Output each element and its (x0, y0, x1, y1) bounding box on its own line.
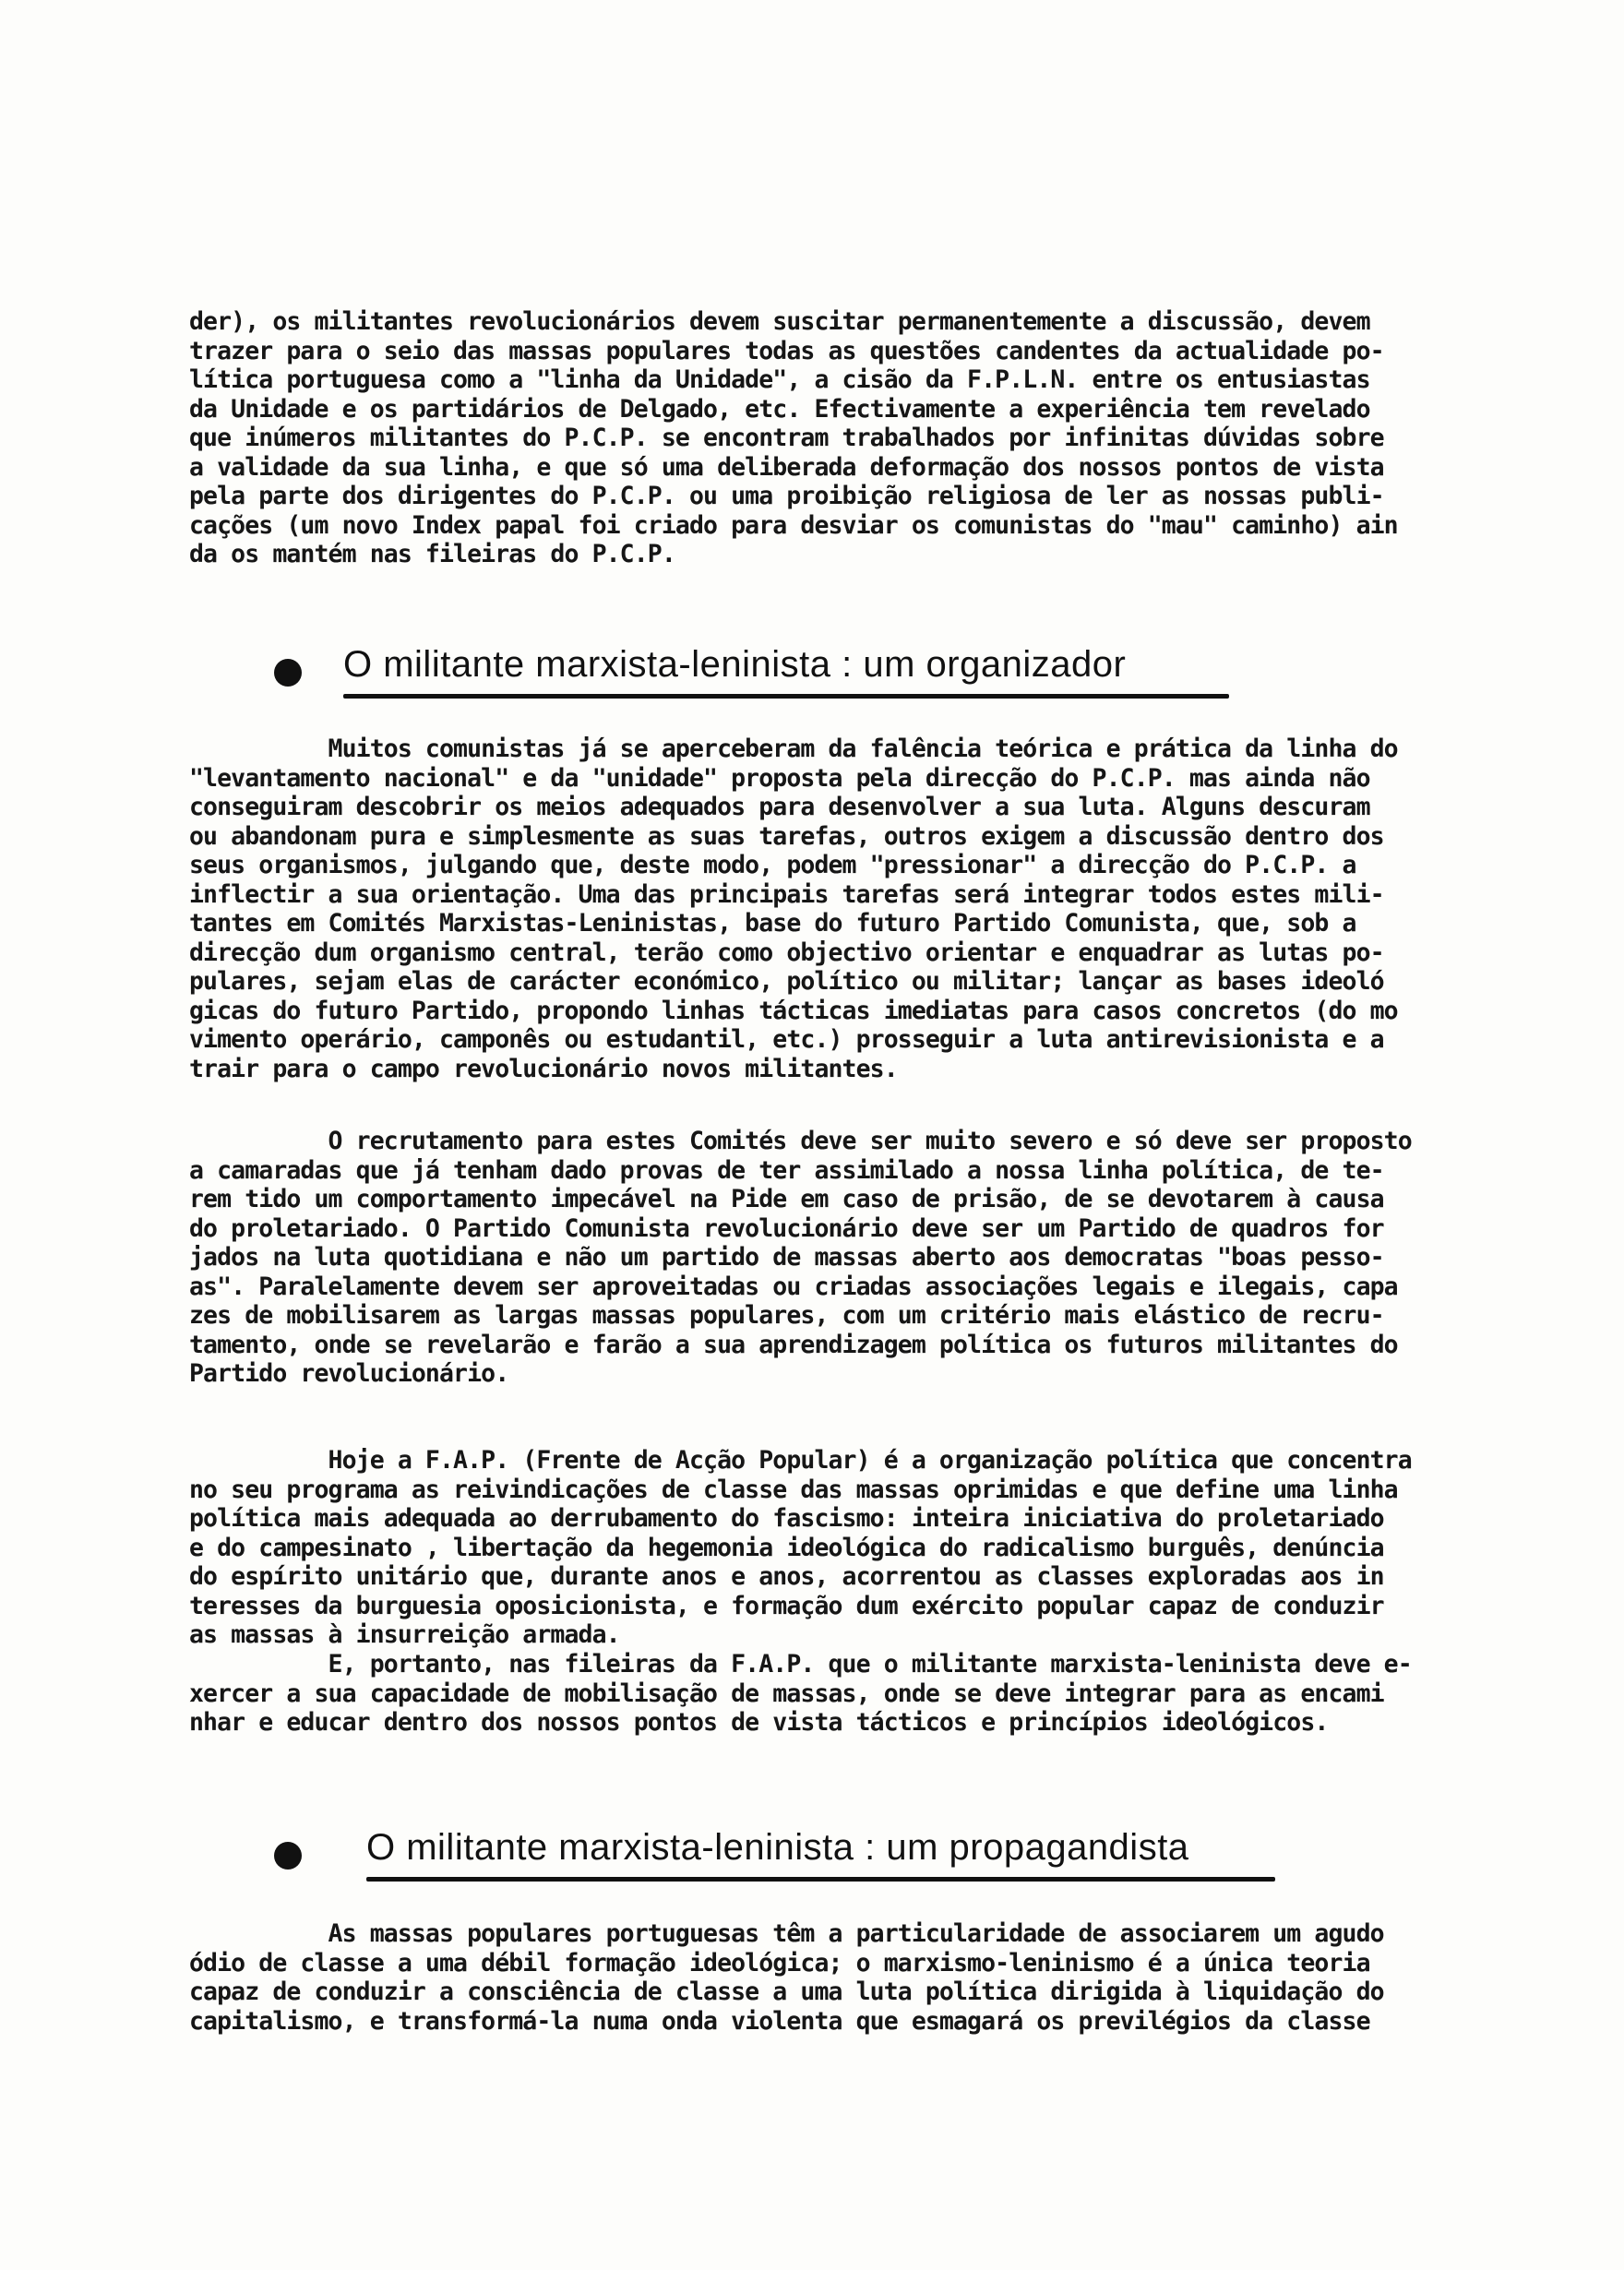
text-line: Muitos comunistas já se aperceberam da falência teórica e prática da linha do (189, 735, 1398, 763)
text-line: pulares, sejam elas de carácter económico, político ou militar; lançar as bases ideoló (189, 967, 1384, 996)
text-line: gicas do futuro Partido, propondo linhas tácticas imediatas para casos concretos (do mo (189, 996, 1398, 1025)
text-line: da Unidade e os partidários de Delgado, etc. Efectivamente a experiência tem revelado (189, 394, 1370, 424)
text-line: as". Paralelamente devem ser aproveitadas ou criadas associações legais e ilegais, capa (189, 1272, 1398, 1301)
text-line: As massas populares portuguesas têm a particularidade de associarem um agudo (189, 1919, 1384, 1948)
paragraph-fileiras (189, 1650, 1541, 1738)
text-line: Hoje a F.A.P. (Frente de Acção Popular) é a organização política que concentra (189, 1446, 1412, 1475)
paragraph-recrutamento (189, 1127, 1541, 1389)
text-line: trair para o campo revolucionário novos militantes. (189, 1054, 898, 1083)
text-line: da os mantém nas fileiras do P.C.P. (189, 540, 675, 568)
text-line: pela parte dos dirigentes do P.C.P. ou uma proibição religiosa de ler as nossas publi- (189, 482, 1384, 510)
text-line: lítica portuguesa como a "linha da Unidade", a cisão da F.P.L.N. entre os entusiastas (189, 365, 1370, 394)
text-line: do espírito unitário que, durante anos e anos, acorrentou as classes exploradas aos in (189, 1562, 1384, 1591)
text-line: Partido revolucionário. (189, 1359, 509, 1388)
text-line: zes de mobilisarem as largas massas populares, com um critério mais elástico de recru- (189, 1301, 1384, 1330)
text-line: teresses da burguesia oposicionista, e formação dum exército popular capaz de conduzir (189, 1591, 1384, 1620)
text-line: jados na luta quotidiana e não um partido de massas aberto aos democratas "boas pesso- (189, 1243, 1384, 1272)
text-line: nhar e educar dentro dos nossos pontos de vista tácticos e princípios ideológicos. (189, 1708, 1329, 1737)
text-line: no seu programa as reivindicações de classe das massas oprimidas e que define uma linha (189, 1475, 1398, 1504)
text-line: tantes em Comités Marxistas-Leninistas, base do futuro Partido Comunista, que, sob a (189, 909, 1356, 938)
heading-propagandista-text: O militante marxista-leninista : um propagandista (366, 1827, 1189, 1868)
text-line: seus organismos, julgando que, deste modo, podem "pressionar" a direcção do P.C.P. a (189, 851, 1356, 879)
text-line: trazer para o seio das massas populares todas as questões candentes da actualidade po- (189, 336, 1384, 365)
text-line: "levantamento nacional" e da "unidade" proposta pela direcção do P.C.P. mas ainda não (189, 763, 1370, 793)
bullet-icon (274, 659, 302, 687)
text-line: cações (um novo Index papal foi criado para desviar os comunistas do "mau" caminho) ain (189, 510, 1398, 540)
text-line: conseguiram descobrir os meios adequados para desenvolver a sua luta. Alguns descuram (189, 793, 1370, 821)
heading-underline (343, 694, 1229, 699)
text-line: vimento operário, camponês ou estudantil, etc.) prosseguir a luta antirevisionista e a (189, 1025, 1384, 1054)
text-line: tamento, onde se revelarão e farão a sua aprendizagem política os futuros militantes do (189, 1330, 1398, 1359)
intro-paragraph (189, 307, 1541, 569)
text-line: ódio de classe a uma débil formação ideológica; o marxismo-leninismo é a única teoria (189, 1948, 1370, 1977)
paragraph-comites (189, 735, 1541, 1083)
text-line: direcção dum organismo central, terão como objectivo orientar e enquadrar as lutas po- (189, 938, 1384, 967)
text-line: ou abandonam pura e simplesmente as suas tarefas, outros exigem a discussão dentro dos (189, 821, 1384, 851)
text-line: O recrutamento para estes Comités deve ser muito severo e só deve ser proposto (189, 1127, 1412, 1155)
text-line: a validade da sua linha, e que só uma deliberada deformação dos nossos pontos de vista (189, 452, 1384, 482)
text-line: der), os militantes revolucionários devem suscitar permanentemente a discussão, devem (189, 307, 1370, 336)
heading-organizador-text: O militante marxista-leninista : um organizador (343, 644, 1127, 685)
text-line: capaz de conduzir a consciência de classe a uma luta política dirigida à liquidação do (189, 1977, 1384, 2006)
text-line: capitalismo, e transformá-la numa onda violenta que esmagará os previlégios da classe (189, 2006, 1370, 2036)
paragraph-fap (189, 1446, 1541, 1650)
text-line: do proletariado. O Partido Comunista revolucionário deve ser um Partido de quadros for (189, 1213, 1384, 1243)
bullet-icon (274, 1842, 302, 1870)
text-line: que inúmeros militantes do P.C.P. se encontram trabalhados por infinitas dúvidas sobre (189, 424, 1384, 452)
paragraph-massas (189, 1919, 1541, 2036)
text-line: a camaradas que já tenham dado provas de ter assimilado a nossa linha política, de te- (189, 1155, 1384, 1185)
text-line: E, portanto, nas fileiras da F.A.P. que o militante marxista-leninista deve e- (189, 1650, 1412, 1679)
text-line: inflectir a sua orientação. Uma das principais tarefas será integrar todos estes mili- (189, 879, 1384, 909)
text-line: xercer a sua capacidade de mobilisação de massas, onde se deve integrar para as encami (189, 1679, 1384, 1708)
text-line: política mais adequada ao derrubamento do fascismo: inteira iniciativa do proletariado (189, 1504, 1384, 1533)
heading-underline (366, 1877, 1275, 1882)
text-line: e do campesinato , libertação da hegemonia ideológica do radicalismo burguês, denúncia (189, 1533, 1384, 1562)
text-line: rem tido um comportamento impecável na Pide em caso de prisão, de se devotarem à causa (189, 1185, 1384, 1213)
text-line: as massas à insurreição armada. (189, 1620, 620, 1649)
